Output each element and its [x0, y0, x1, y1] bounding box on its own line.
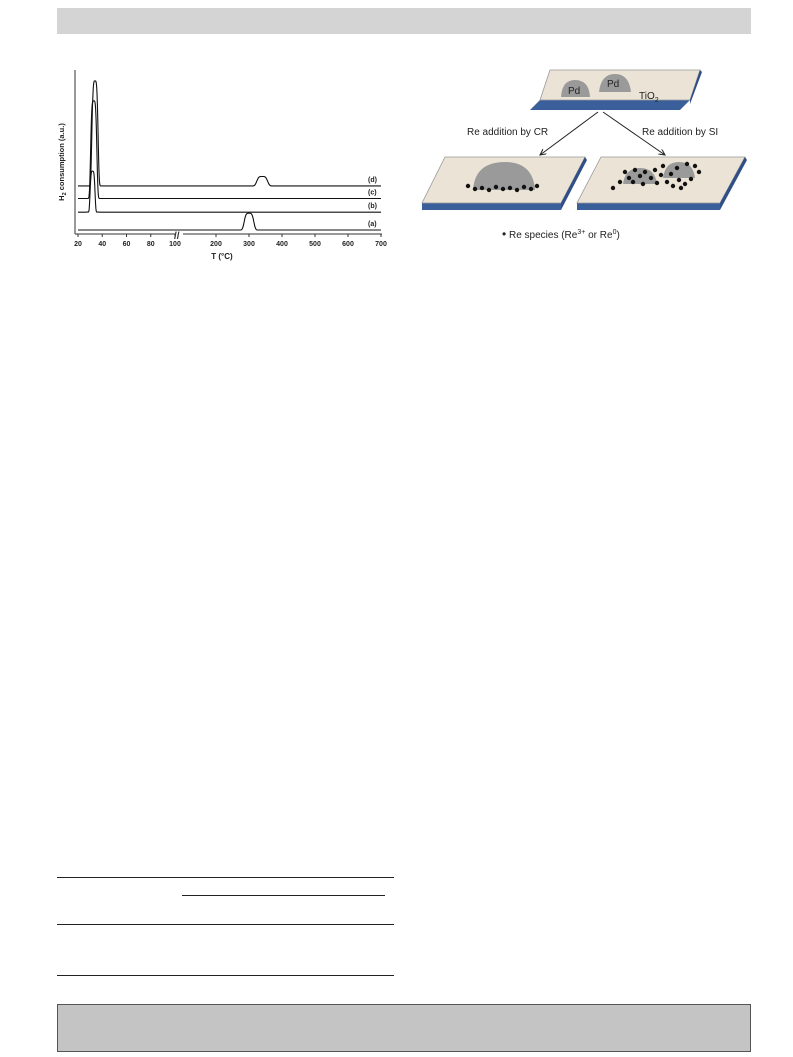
x-tick-label: 40 — [98, 241, 107, 248]
table-top-rule — [57, 877, 394, 878]
axis-break: // — [174, 231, 180, 242]
x-tick-label: 100 — [169, 241, 181, 248]
re-dot — [661, 164, 665, 168]
x-tick-label: 60 — [122, 241, 131, 248]
x-tick-label: 600 — [342, 241, 354, 248]
re-dot — [683, 182, 687, 186]
x-tick-label: 300 — [243, 241, 255, 248]
series-labels — [368, 177, 377, 228]
re-dot — [480, 186, 484, 190]
re-dot — [689, 177, 693, 181]
re-dot — [638, 174, 642, 178]
series-line-c — [78, 101, 381, 199]
header-bar — [57, 8, 751, 34]
re-dot — [655, 181, 659, 185]
re-dot — [501, 187, 505, 191]
re-addition-scheme — [415, 62, 755, 262]
re-dot — [618, 180, 622, 184]
re-dot — [685, 162, 689, 166]
re-dot — [653, 168, 657, 172]
re-dot — [473, 187, 477, 191]
series-label: (b) — [368, 203, 377, 211]
x-tick-label: 400 — [276, 241, 288, 248]
arrow-right-label: Re addition by SI — [642, 127, 719, 138]
arrow-left — [540, 112, 598, 155]
table-header-rule — [57, 924, 394, 925]
footer-bar — [57, 1004, 751, 1052]
series-label: (c) — [368, 189, 377, 197]
re-dot — [693, 164, 697, 168]
support-label: TiO$_2$ — [639, 91, 659, 104]
pd-label-right: Pd — [607, 79, 620, 90]
si-plate — [577, 157, 747, 210]
x-tick-label: 80 — [146, 241, 155, 248]
x-ticks — [74, 234, 387, 248]
series-line-d — [78, 81, 381, 186]
re-dot — [643, 170, 647, 174]
re-dot — [515, 188, 519, 192]
re-dot — [631, 180, 635, 184]
arrow-left-label: Re addition by CR — [467, 127, 549, 138]
re-dot — [677, 178, 681, 182]
series-line-b — [78, 171, 381, 212]
re-dot — [649, 176, 653, 180]
re-dot — [508, 186, 512, 190]
x-tick-label: 500 — [309, 241, 321, 248]
x-tick-label: 700 — [375, 241, 387, 248]
series-label: (d) — [368, 176, 377, 184]
re-dot — [494, 185, 498, 189]
table-bottom-rule — [57, 975, 394, 976]
tpr-chart — [50, 62, 395, 267]
y-axis-label: $H_2$ consumption (a.u.) — [57, 123, 68, 201]
re-dot — [522, 185, 526, 189]
top-plate — [530, 70, 702, 110]
re-dot — [535, 184, 539, 188]
cr-plate — [422, 157, 587, 210]
series-label: (a) — [368, 221, 377, 228]
series-lines — [78, 81, 381, 230]
re-dot — [669, 172, 673, 176]
re-dot — [659, 173, 663, 177]
scheme-legend: • Re species ($Re^{3+}$ or Re$^0$) — [502, 227, 620, 241]
re-dot — [679, 186, 683, 190]
re-dot — [529, 187, 533, 191]
series-line-a — [78, 213, 381, 230]
re-dot — [627, 176, 631, 180]
re-dot — [671, 184, 675, 188]
table-sub-rule — [182, 895, 385, 896]
pd-label-left: Pd — [568, 86, 581, 97]
re-dot — [665, 180, 669, 184]
re-dot — [697, 170, 701, 174]
x-axis-label: T (°C) — [211, 252, 233, 261]
re-dot — [611, 186, 615, 190]
re-dot — [633, 168, 637, 172]
re-dot — [623, 170, 627, 174]
x-tick-label: 200 — [210, 241, 222, 248]
re-dot — [466, 184, 470, 188]
re-dot — [675, 166, 679, 170]
re-dot — [487, 188, 491, 192]
x-tick-label: 20 — [74, 241, 82, 248]
re-dot — [641, 182, 645, 186]
